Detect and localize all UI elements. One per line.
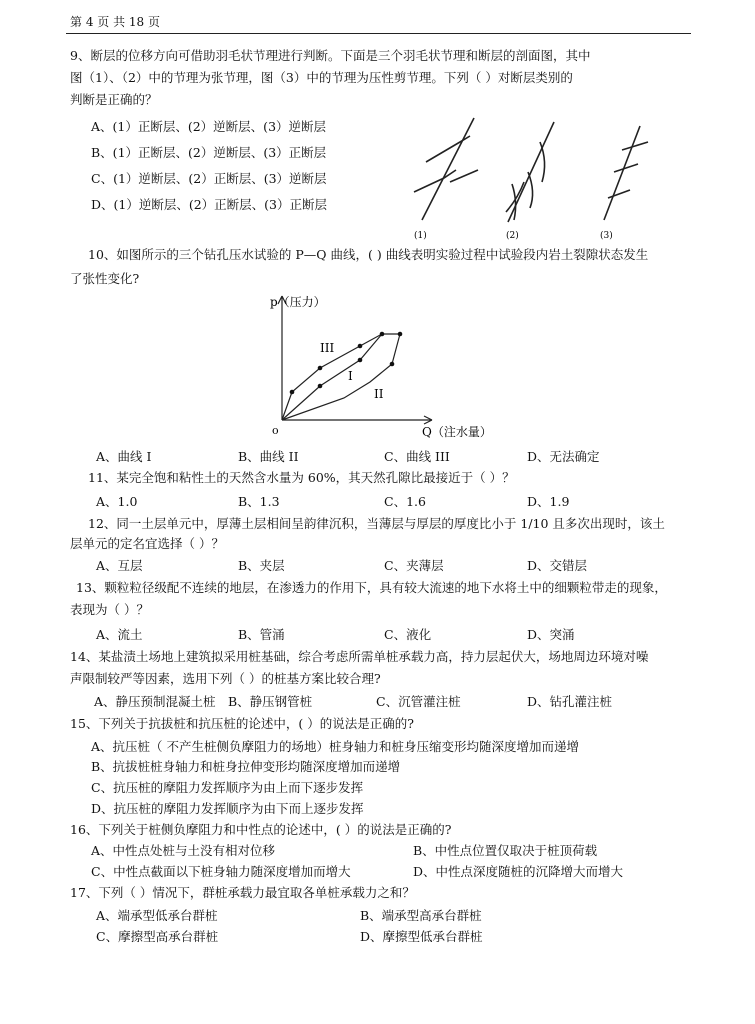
q14-option-c: C、沉管灌注桩 [376, 694, 461, 709]
q10-option-a: A、曲线 I [96, 449, 152, 464]
q14-stem-line2: 声限制较严等因素，选用下列（ ）的桩基方案比较合理? [70, 671, 381, 686]
q9-option-a: A、(1）正断层、(2）逆断层、(3）逆断层 [91, 119, 327, 134]
q12-stem-line2: 层单元的定名宜选择（ ）？ [70, 536, 224, 551]
q10-option-d: D、无法确定 [527, 449, 600, 464]
joint-3b [614, 164, 638, 172]
q10-stem-line1: 10、如图所示的三个钻孔压水试验的 P—Q 曲线，( ) 曲线表明实验过程中试验段内岩土裂隙状态发生 [88, 247, 649, 262]
q11-option-d: D、1.9 [527, 494, 570, 509]
q17-option-a: A、端承型低承台群桩 [96, 908, 218, 923]
y-axis-label: p（压力） [270, 295, 326, 309]
q13-stem-line1: 13、颗粒粒径级配不连续的地层，在渗透力的作用下，具有较大流速的地下水将土中的细颗粒带走的现象， [76, 580, 667, 595]
q14-option-b: B、静压钢管桩 [228, 694, 313, 709]
x-axis-label: Q（注水量） [422, 425, 492, 439]
q12-stem-line1: 12、同一土层单元中，厚薄土层相间呈韵律沉积，当薄层与厚层的厚度比小于 1/10 且多次出现时，该土 [88, 516, 665, 531]
q9-option-b: B、(1）正断层、(2）逆断层、(3）正断层 [91, 145, 327, 160]
q15-option-a: A、抗压桩（ 不产生桩侧负摩阻力的场地）桩身轴力和桩身压缩变形均随深度增加而递增 [91, 739, 580, 754]
q11-option-c: C、1.6 [384, 494, 426, 509]
q13-option-a: A、流土 [96, 627, 143, 642]
q9-stem-line3: 判断是正确的？ [70, 92, 158, 107]
page-header: 第 4 页 共 18 页 [70, 15, 160, 29]
q12-option-c: C、夹薄层 [384, 558, 444, 573]
q16-option-d: D、中性点深度随桩的沉降增大而增大 [413, 864, 624, 879]
q13-option-d: D、突涌 [527, 627, 575, 642]
pt-7 [318, 384, 323, 389]
pt-8 [358, 358, 363, 363]
q15-stem: 15、下列关于抗拔桩和抗压桩的论述中，( ）的说法是正确的? [70, 716, 414, 731]
q12-option-a: A、互层 [96, 558, 143, 573]
q14-option-a: A、静压预制混凝土桩 [94, 694, 216, 709]
q16-option-b: B、中性点位置仅取决于桩顶荷载 [413, 843, 598, 858]
pt-5 [398, 332, 403, 337]
q11-stem: 11、某完全饱和粘性土的天然含水量为 60%，其天然孔隙比最接近于（ ）？ [88, 470, 515, 485]
q17-option-b: B、端承型高承台群桩 [360, 908, 482, 923]
q11-option-a: A、1.0 [96, 494, 138, 509]
joint-1b [414, 170, 456, 192]
q9-option-d: D、(1）逆断层、(2）正断层、(3）正断层 [91, 197, 328, 212]
pt-4 [380, 332, 385, 337]
q9-stem-line2: 图（1）、（2）中的节理为张节理，图（3）中的节理为压性剪节理。下列（ ）对断层类别的 [70, 70, 573, 85]
curve-label-I: I [348, 369, 353, 383]
header-divider [66, 33, 691, 34]
q10-stem-line2: 了张性变化? [70, 271, 140, 286]
q16-option-a: A、中性点处桩与土没有相对位移 [91, 843, 276, 858]
joint-3a [608, 190, 630, 198]
q15-option-b: B、抗拔桩桩身轴力和桩身拉伸变形均随深度增加而递增 [91, 759, 401, 774]
q13-option-c: C、液化 [384, 627, 432, 642]
q17-option-d: D、摩擦型低承台群桩 [360, 929, 483, 944]
q14-stem-line1: 14、某盐渍土场地上建筑拟采用桩基础，综合考虑所需单桩承载力高，持力层起伏大，场地周边环境对噪 [70, 649, 649, 664]
q15-option-d: D、抗压桩的摩阻力发挥顺序为由下而上逐步发挥 [91, 801, 364, 816]
q10-option-b: B、曲线 II [238, 449, 299, 464]
q16-stem: 16、下列关于桩侧负摩阻力和中性点的论述中，( ）的说法是正确的? [70, 822, 452, 837]
curve-label-II: II [374, 387, 384, 401]
q12-option-b: B、夹层 [238, 558, 285, 573]
curve-label-III: III [320, 341, 335, 355]
q12-option-d: D、交错层 [527, 558, 588, 573]
joint-3c [622, 142, 648, 150]
origin-label: o [272, 424, 279, 437]
fig-label-3: (3) [600, 231, 613, 241]
q13-stem-line2: 表现为（ ）？ [70, 602, 149, 617]
fig-label-1: (1) [414, 231, 427, 241]
q14-option-d: D、钻孔灌注桩 [527, 694, 613, 709]
q17-option-c: C、摩擦型高承台群桩 [96, 929, 219, 944]
q9-option-c: C、(1）逆断层、(2）正断层、(3）逆断层 [91, 171, 327, 186]
q11-option-b: B、1.3 [238, 494, 280, 509]
pt-3 [358, 344, 363, 349]
joint-2c [540, 142, 545, 182]
q17-stem: 17、下列（ ）情况下，群桩承载力最宜取各单桩承载力之和？ [70, 885, 415, 900]
q13-option-b: B、管涌 [238, 627, 285, 642]
pt-6 [390, 362, 395, 367]
q16-option-c: C、中性点截面以下桩身轴力随深度增加而增大 [91, 864, 351, 879]
fault-line-3 [604, 126, 640, 220]
fig-label-2: (2) [506, 231, 519, 241]
q9-stem-line1: 9、断层的位移方向可借助羽毛状节理进行判断。下面是三个羽毛状节理和断层的剖面图，其中 [70, 48, 591, 63]
fault-line-1 [422, 118, 474, 220]
pt-1 [290, 390, 295, 395]
q15-option-c: C、抗压桩的摩阻力发挥顺序为由上而下逐步发挥 [91, 780, 364, 795]
q10-option-c: C、曲线 III [384, 449, 450, 464]
curve-II [282, 334, 400, 420]
pt-2 [318, 366, 323, 371]
feather-joint-figure [408, 112, 668, 242]
joint-1a [426, 136, 470, 162]
pq-curve-graph [262, 288, 502, 440]
